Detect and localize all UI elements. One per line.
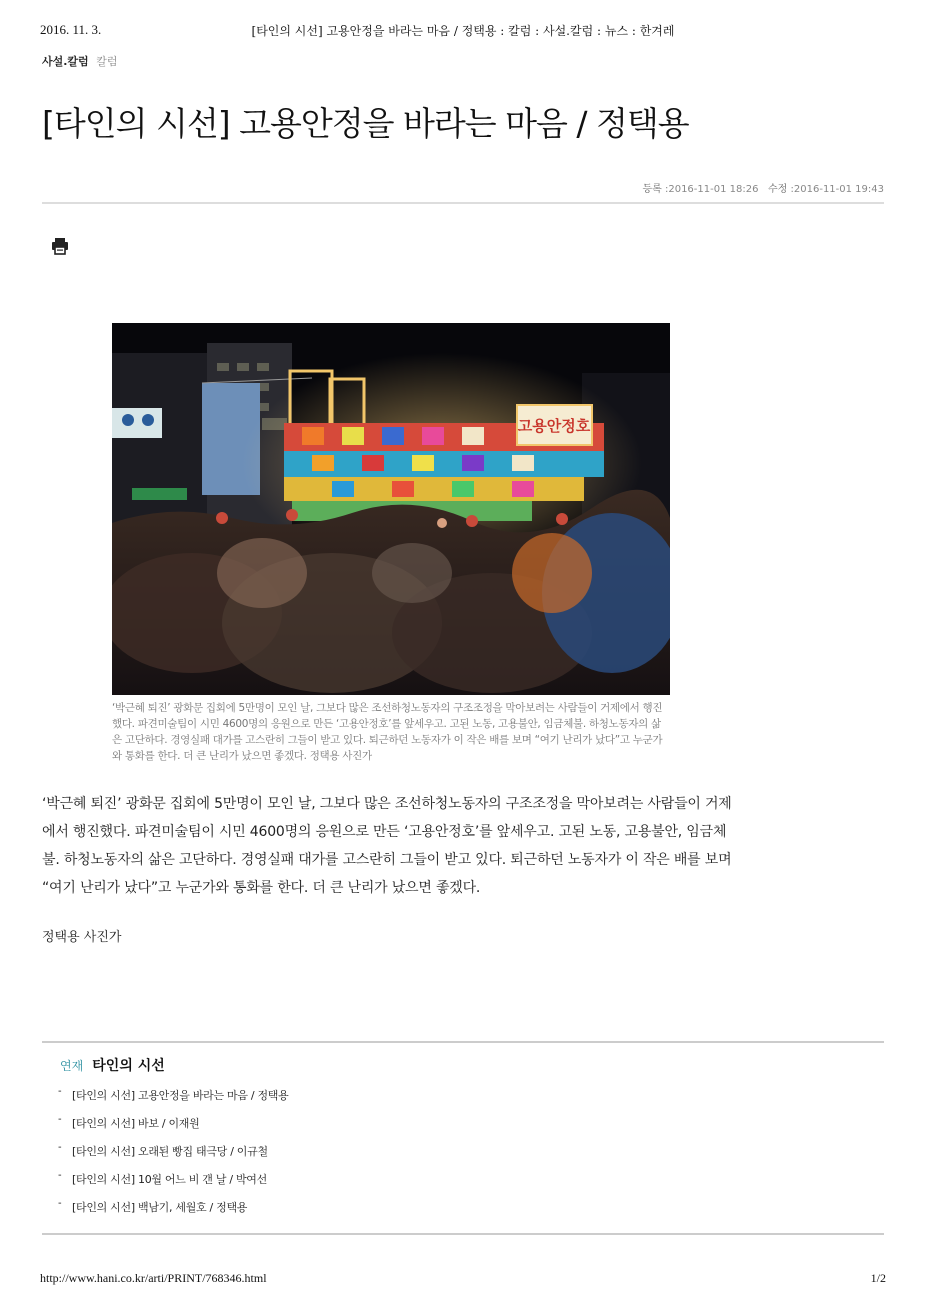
print-footer-url: http://www.hani.co.kr/arti/PRINT/768346.html	[40, 1271, 267, 1285]
series-list	[58, 1082, 288, 1222]
bullet-icon: -	[58, 1198, 62, 1209]
series-item	[58, 1082, 288, 1110]
series-item-link[interactable]: [타인의 시선] 10월 어느 비 갠 날 / 박여선	[72, 1173, 267, 1186]
printer-icon[interactable]	[50, 236, 70, 256]
modified-date: :2016-11-01 19:43	[790, 184, 884, 195]
series-item-link[interactable]: [타인의 시선] 바보 / 이재원	[72, 1117, 200, 1130]
registered-date: :2016-11-01 18:26	[664, 184, 759, 195]
article-byline: 정택용 사진가	[42, 930, 122, 945]
series-item-link[interactable]: [타인의 시선] 고용안정을 바라는 마음 / 정택용	[72, 1089, 289, 1102]
photo-caption: ‘박근혜 퇴진’ 광화문 집회에 5만명이 모인 날, 그보다 많은 조선하청노동자의 구조조정을 막아보려는 사람들이 거제에서 행진했다. 파견미술팀이 시민 4600명의 응원으로 만든 ‘고용안정호’를 앞세우고. 고된 노동, 고용불안, 임금체불. 하청노동자의 삶은 고단하다. 경영실패 대가를 고스란히 그들이 받고 있다. 퇴근하던 노동자가 이 작은 배를 보며 “여기 난리가 났다”고 누군가와 통화를 한다. 더 큰 난리가 났으면 좋겠다. 정택용 사진가	[112, 702, 663, 762]
series-item-link[interactable]: [타인의 시선] 오래된 빵집 태극당 / 이규철	[72, 1145, 268, 1158]
article-dates	[642, 180, 884, 195]
section-sub-link[interactable]: 칼럼	[96, 55, 118, 68]
print-page-title: [타인의 시선] 고용안정을 바라는 마음 / 정택용 : 칼럼 : 사설.칼럼 : 뉴스 : 한겨레	[251, 24, 675, 38]
photo-sign-text: 고용안정호	[517, 417, 591, 435]
bullet-icon: -	[58, 1170, 62, 1181]
header-divider	[42, 202, 884, 204]
section-breadcrumb	[42, 53, 117, 69]
bullet-icon: -	[58, 1114, 62, 1125]
series-item	[58, 1138, 288, 1166]
series-item-link[interactable]: [타인의 시선] 백남기, 세월호 / 정택용	[72, 1201, 248, 1214]
bullet-icon: -	[58, 1086, 62, 1097]
modified-label: 수정	[768, 184, 788, 195]
series-item	[58, 1166, 288, 1194]
article-body: ‘박근혜 퇴진’ 광화문 집회에 5만명이 모인 날, 그보다 많은 조선하청노동자의 구조조정을 막아보려는 사람들이 거제에서 행진했다. 파견미술팀이 시민 4600명의 응원으로 만든 ‘고용안정호’를 앞세우고. 고된 노동, 고용불안, 임금체불. 하청노동자의 삶은 고단하다. 경영실패 대가를 고스란히 그들이 받고 있다. 퇴근하던 노동자가 이 작은 배를 보며 “여기 난리가 났다”고 누군가와 통화를 한다. 더 큰 난리가 났으면 좋겠다.	[42, 796, 732, 896]
series-title[interactable]: 타인의 시선	[92, 1058, 165, 1074]
print-page-number: 1/2	[870, 1271, 886, 1285]
bullet-icon: -	[58, 1142, 62, 1153]
series-label: 연재	[60, 1059, 84, 1073]
section-main-link[interactable]: 사설.칼럼	[42, 55, 89, 68]
article-photo	[112, 323, 670, 695]
series-header	[60, 1055, 165, 1075]
series-item	[58, 1110, 288, 1138]
series-item	[58, 1194, 288, 1222]
print-date: 2016. 11. 3.	[40, 22, 102, 37]
article-headline: [타인의 시선] 고용안정을 바라는 마음 / 정택용	[42, 104, 689, 143]
registered-label: 등록	[642, 184, 662, 195]
